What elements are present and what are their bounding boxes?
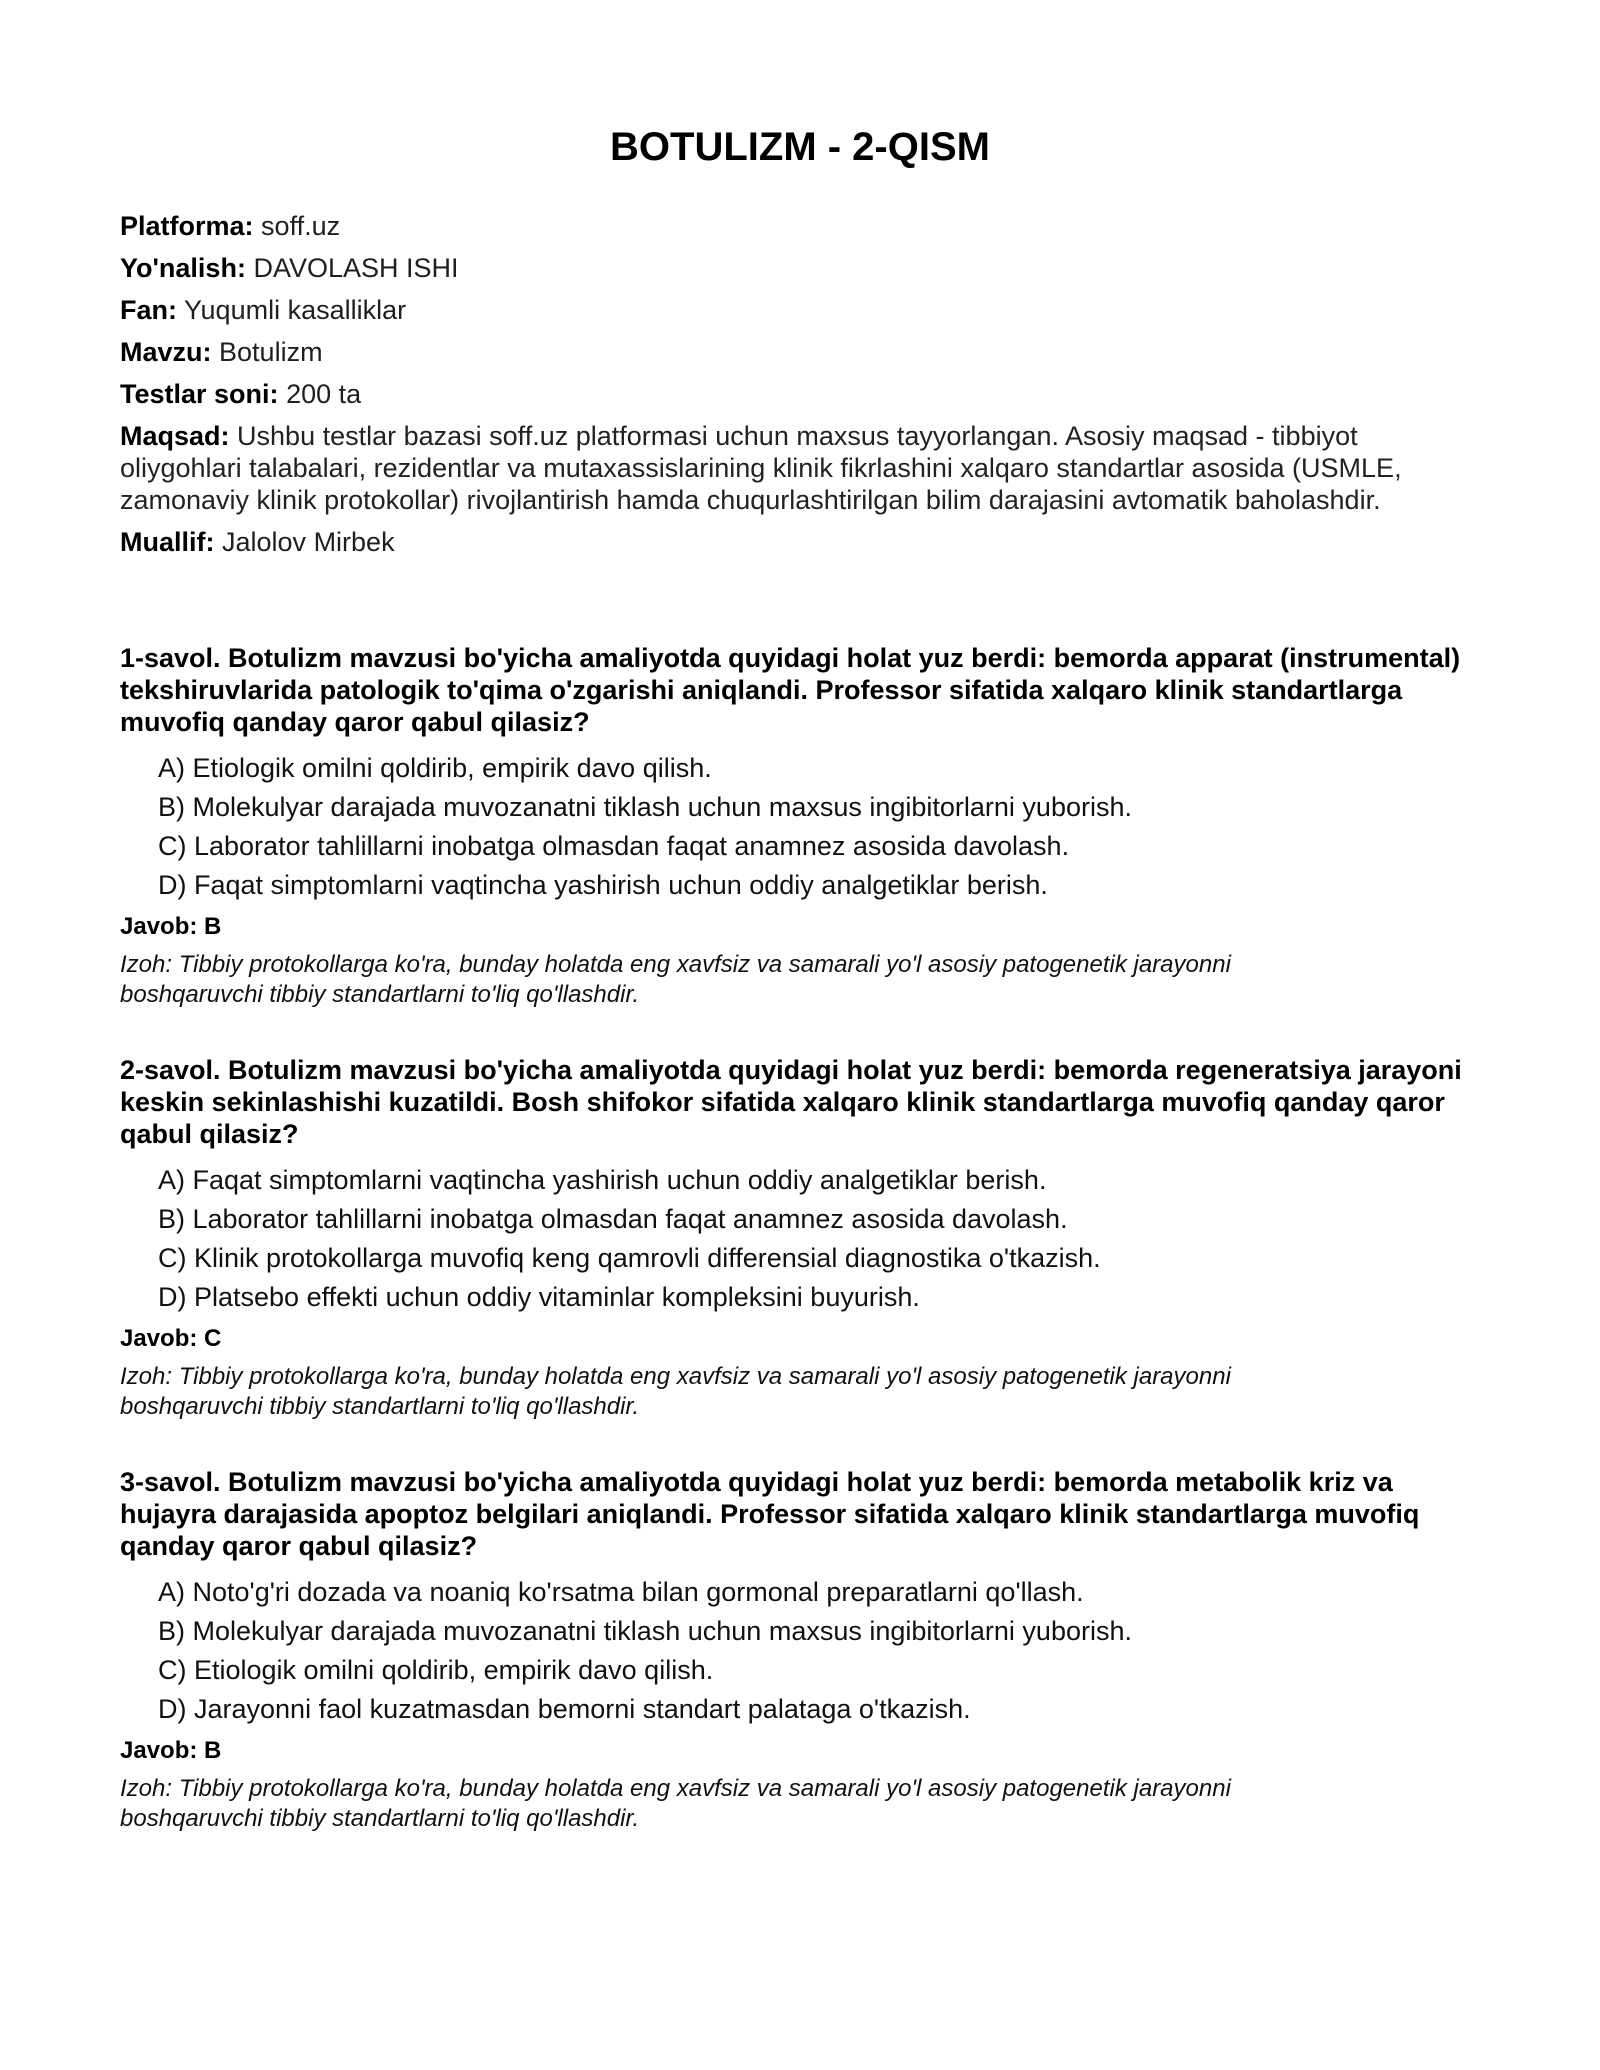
option-d: D) Jarayonni faol kuzatmasdan bemorni standart palataga o'tkazish. xyxy=(158,1694,971,1724)
meta-subject xyxy=(120,294,1480,326)
meta-test-count-key: Testlar soni: xyxy=(120,379,279,409)
meta-topic xyxy=(120,336,1480,368)
answer-label: Javob: C xyxy=(120,1325,222,1352)
option-c: C) Klinik protokollarga muvofiq keng qamrovli differensial diagnostika o'tkazish. xyxy=(158,1243,1101,1273)
meta-purpose xyxy=(120,420,1480,516)
meta-platform-value: soff.uz xyxy=(261,211,341,241)
question-3 xyxy=(120,1466,1480,1834)
meta-topic-value: Botulizm xyxy=(219,337,323,367)
meta-test-count-value: 200 ta xyxy=(286,379,362,409)
option-a: A) Noto'g'ri dozada va noaniq ko'rsatma bilan gormonal preparatlarni qo'llash. xyxy=(158,1577,1084,1607)
option-a: A) Faqat simptomlarni vaqtincha yashirish uchun oddiy analgetiklar berish. xyxy=(158,1165,1047,1195)
option-c: C) Laborator tahlillarni inobatga olmasdan faqat anamnez asosida davolash. xyxy=(158,831,1070,861)
option-b: B) Laborator tahlillarni inobatga olmasdan faqat anamnez asosida davolash. xyxy=(158,1204,1068,1234)
document-content xyxy=(120,118,1480,1878)
question-title: 2-savol. Botulizm mavzusi bo'yicha amaliyotda quyidagi holat yuz berdi: bemorda regeneratsiya jarayoni keskin sekinlashishi kuzatildi. Bosh shifokor sifatida xalqaro klinik standartlarga muvofiq qanday qaror qabul qilasiz? xyxy=(120,1055,1462,1149)
option-c: C) Etiologik omilni qoldirib, empirik davo qilish. xyxy=(158,1655,714,1685)
meta-author xyxy=(120,526,1480,558)
answer-label: Javob: B xyxy=(120,1737,222,1764)
question-title: 1-savol. Botulizm mavzusi bo'yicha amaliyotda quyidagi holat yuz berdi: bemorda apparat (instrumental) tekshiruvlarida patologik to'qima o'zgarishi aniqlandi. Professor sifatida xalqaro klinik standartlarga muvofiq qanday qaror qabul qilasiz? xyxy=(120,643,1461,737)
explanation-text: Izoh: Tibbiy protokollarga ko'ra, bunday holatda eng xavfsiz va samarali yo'l asosiy patogenetik jarayonni boshqaruvchi tibbiy standartlarni to'liq qo'llashdir. xyxy=(120,1363,1231,1420)
meta-topic-key: Mavzu: xyxy=(120,337,212,367)
option-d: D) Platsebo effekti uchun oddiy vitaminlar kompleksini buyurish. xyxy=(158,1282,920,1312)
option-a: A) Etiologik omilni qoldirib, empirik davo qilish. xyxy=(158,753,712,783)
questions-section xyxy=(120,642,1480,1834)
option-d: D) Faqat simptomlarni vaqtincha yashirish uchun oddiy analgetiklar berish. xyxy=(158,870,1048,900)
meta-direction-key: Yo'nalish: xyxy=(120,253,246,283)
answer-options xyxy=(120,752,1480,902)
explanation-text: Izoh: Tibbiy protokollarga ko'ra, bunday holatda eng xavfsiz va samarali yo'l asosiy patogenetik jarayonni boshqaruvchi tibbiy standartlarni to'liq qo'llashdir. xyxy=(120,1775,1231,1832)
answer-options xyxy=(120,1164,1480,1314)
meta-platform-key: Platforma: xyxy=(120,211,254,241)
question-2 xyxy=(120,1054,1480,1422)
answer-options xyxy=(120,1576,1480,1726)
page-title: BOTULIZM - 2-QISM xyxy=(610,125,990,169)
question-title: 3-savol. Botulizm mavzusi bo'yicha amaliyotda quyidagi holat yuz berdi: bemorda metabolik kriz va hujayra darajasida apoptoz belgilari aniqlandi. Professor sifatida xalqaro klinik standartlarga muvofiq qanday qaror qabul qilasiz? xyxy=(120,1467,1420,1561)
meta-purpose-key: Maqsad: xyxy=(120,421,230,451)
question-1 xyxy=(120,642,1480,1010)
meta-direction xyxy=(120,252,1480,284)
meta-author-value: Jalolov Mirbek xyxy=(222,527,395,557)
meta-section xyxy=(120,210,1480,558)
option-b: B) Molekulyar darajada muvozanatni tiklash uchun maxsus ingibitorlarni yuborish. xyxy=(158,1616,1132,1646)
meta-author-key: Muallif: xyxy=(120,527,215,557)
meta-direction-value: DAVOLASH ISHI xyxy=(253,253,459,283)
meta-test-count xyxy=(120,378,1480,410)
option-b: B) Molekulyar darajada muvozanatni tiklash uchun maxsus ingibitorlarni yuborish. xyxy=(158,792,1132,822)
answer-label: Javob: B xyxy=(120,913,222,940)
meta-platform xyxy=(120,210,1480,242)
meta-subject-value: Yuqumli kasalliklar xyxy=(184,295,407,325)
meta-purpose-value: Ushbu testlar bazasi soff.uz platformasi uchun maxsus tayyorlangan. Asosiy maqsad - tibbiyot oliygohlari talabalari, rezidentlar va mutaxassislarining klinik fikrlashini xalqaro standartlar asosida (USMLE, zamonaviy klinik protokollar) rivojlantirish hamda chuqurlashtirilgan bilim darajasini avtomatik baholashdir. xyxy=(120,421,1402,515)
meta-subject-key: Fan: xyxy=(120,295,177,325)
explanation-text: Izoh: Tibbiy protokollarga ko'ra, bunday holatda eng xavfsiz va samarali yo'l asosiy patogenetik jarayonni boshqaruvchi tibbiy standartlarni to'liq qo'llashdir. xyxy=(120,951,1231,1008)
